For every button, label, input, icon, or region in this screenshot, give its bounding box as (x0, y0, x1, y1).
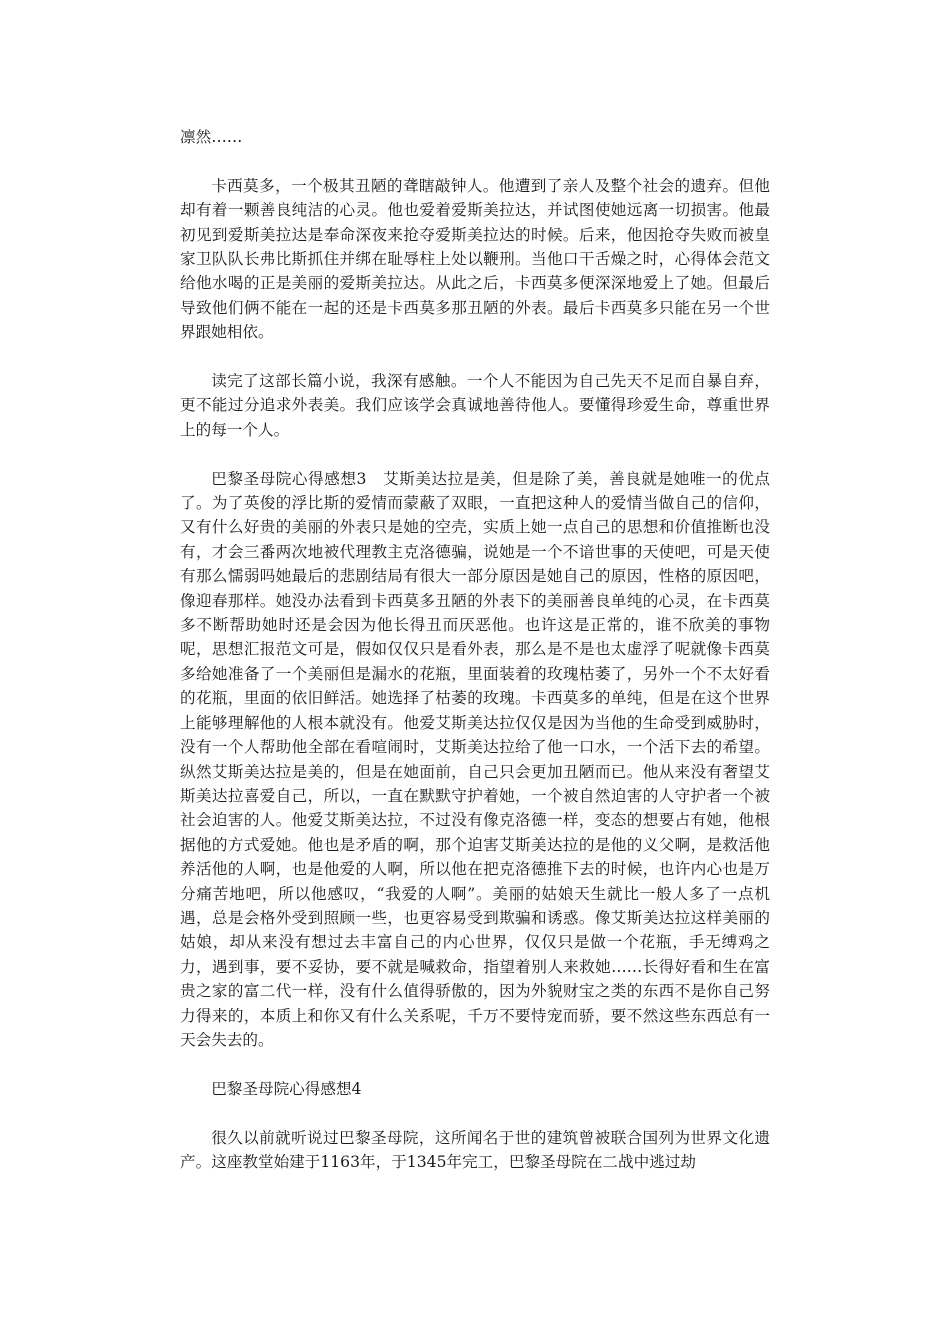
paragraph-continuation: 凛然…… (180, 128, 243, 146)
paragraph-reflection: 读完了这部长篇小说，我深有感触。一个人不能因为自己先天不足而自暴自弃，更不能过分追求外表美。我们应该学会真诚地善待他人。要懂得珍爱生命，尊重世界上的每一个人。 (180, 372, 770, 439)
essay-4-heading: 巴黎圣母院心得感想4 (211, 1079, 362, 1098)
paragraph-essay-4: 很久以前就听说过巴黎圣母院，这所闻名于世的建筑曾被联合国列为世界文化遗产。这座教堂始建于1163年，于1345年完工，巴黎圣母院在二战中逃过劫 (180, 1128, 770, 1171)
paragraph-essay-3: 巴黎圣母院心得感想3 艾斯美达拉是美，但是除了美，善良就是她唯一的优点了。为了英俊的浮比斯的爱情而蒙蔽了双眼，一直把这种人的爱情当做自己的信仰，又有什么好贵的美丽的外表只是她的空壳，实质上她一点自己的思想和价值推断也没有，才会三番两次地被代理教主克洛德骗，说她是一个不谙世事的天使吧，可是天使有那么懦弱吗她最后的悲剧结局有很大一部分原因是她自己的原因，性格的原因吧，像迎春那样。她没办法看到卡西莫多丑陋的外表下的美丽善良单纯的心灵，在卡西莫多不断帮助她时还是会因为他长得丑而厌恶他。也许这是正常的，谁不欣美的事物呢，思想汇报范文可是，假如仅仅只是看外表，那么是不是也太虚浮了呢就像卡西莫多给她准备了一个美丽但是漏水的花瓶，里面装着的玫瑰枯萎了，另外一个不太好看的花瓶，里面的依旧鲜活。她选择了枯萎的玫瑰。卡西莫多的单纯，但是在这个世界上能够理解他的人根本就没有。他爱艾斯美达拉仅仅是因为当他的生命受到威胁时，没有一个人帮助他全部在看喧闹时，艾斯美达拉给了他一口水，一个活下去的希望。纵然艾斯美达拉是美的，但是在她面前，自己只会更加丑陋而已。他从来没有奢望艾斯美达拉喜爱自己，所以，一直在默默守护着她，一个被自然迫害的人守护者一个被社会迫害的人。他爱艾斯美达拉，不过没有像克洛德一样，变态的想要占有她，他根据他的方式爱她。他也是矛盾的啊，那个迫害艾斯美达拉的是他的义父啊，是救活他养活他的人啊，也是他爱的人啊，所以他在把克洛德推下去的时候，也许内心也是万分痛苦地吧，所以他感叹，“我爱的人啊”。美丽的姑娘天生就比一般人多了一点机遇，总是会格外受到照顾一些，也更容易受到欺骗和诱惑。像艾斯美达拉这样美丽的姑娘，却从来没有想过去丰富自己的内心世界，仅仅只是做一个花瓶，手无缚鸡之力，遇到事，要不妥协，要不就是喊救命，指望着别人来救她……长得好看和生在富贵之家的富二代一样，没有什么值得骄傲的，因为外貌财宝之类的东西不是你自己努力得来的，本质上和你又有什么关系呢，千万不要恃宠而骄，要不然这些东西总有一天会失去的。 (180, 469, 770, 1049)
paragraph-quasimodo: 卡西莫多，一个极其丑陋的聋瞎敲钟人。他遭到了亲人及整个社会的遗弃。但他却有着一颗善良纯洁的心灵。他也爱着爱斯美拉达，并试图使她远离一切损害。他最初见到爱斯美拉达是奉命深夜来抢夺爱斯美拉达的时候。后来，他因抢夺失败而被皇家卫队队长弗比斯抓住并绑在耻辱柱上处以鞭刑。当他口干舌燥之时，心得体会范文给他水喝的正是美丽的爱斯美拉达。从此之后，卡西莫多便深深地爱上了她。但最后导致他们俩不能在一起的还是卡西莫多那丑陋的外表。最后卡西莫多只能在另一个世界跟她相依。 (180, 176, 770, 342)
document-body (180, 125, 770, 1174)
